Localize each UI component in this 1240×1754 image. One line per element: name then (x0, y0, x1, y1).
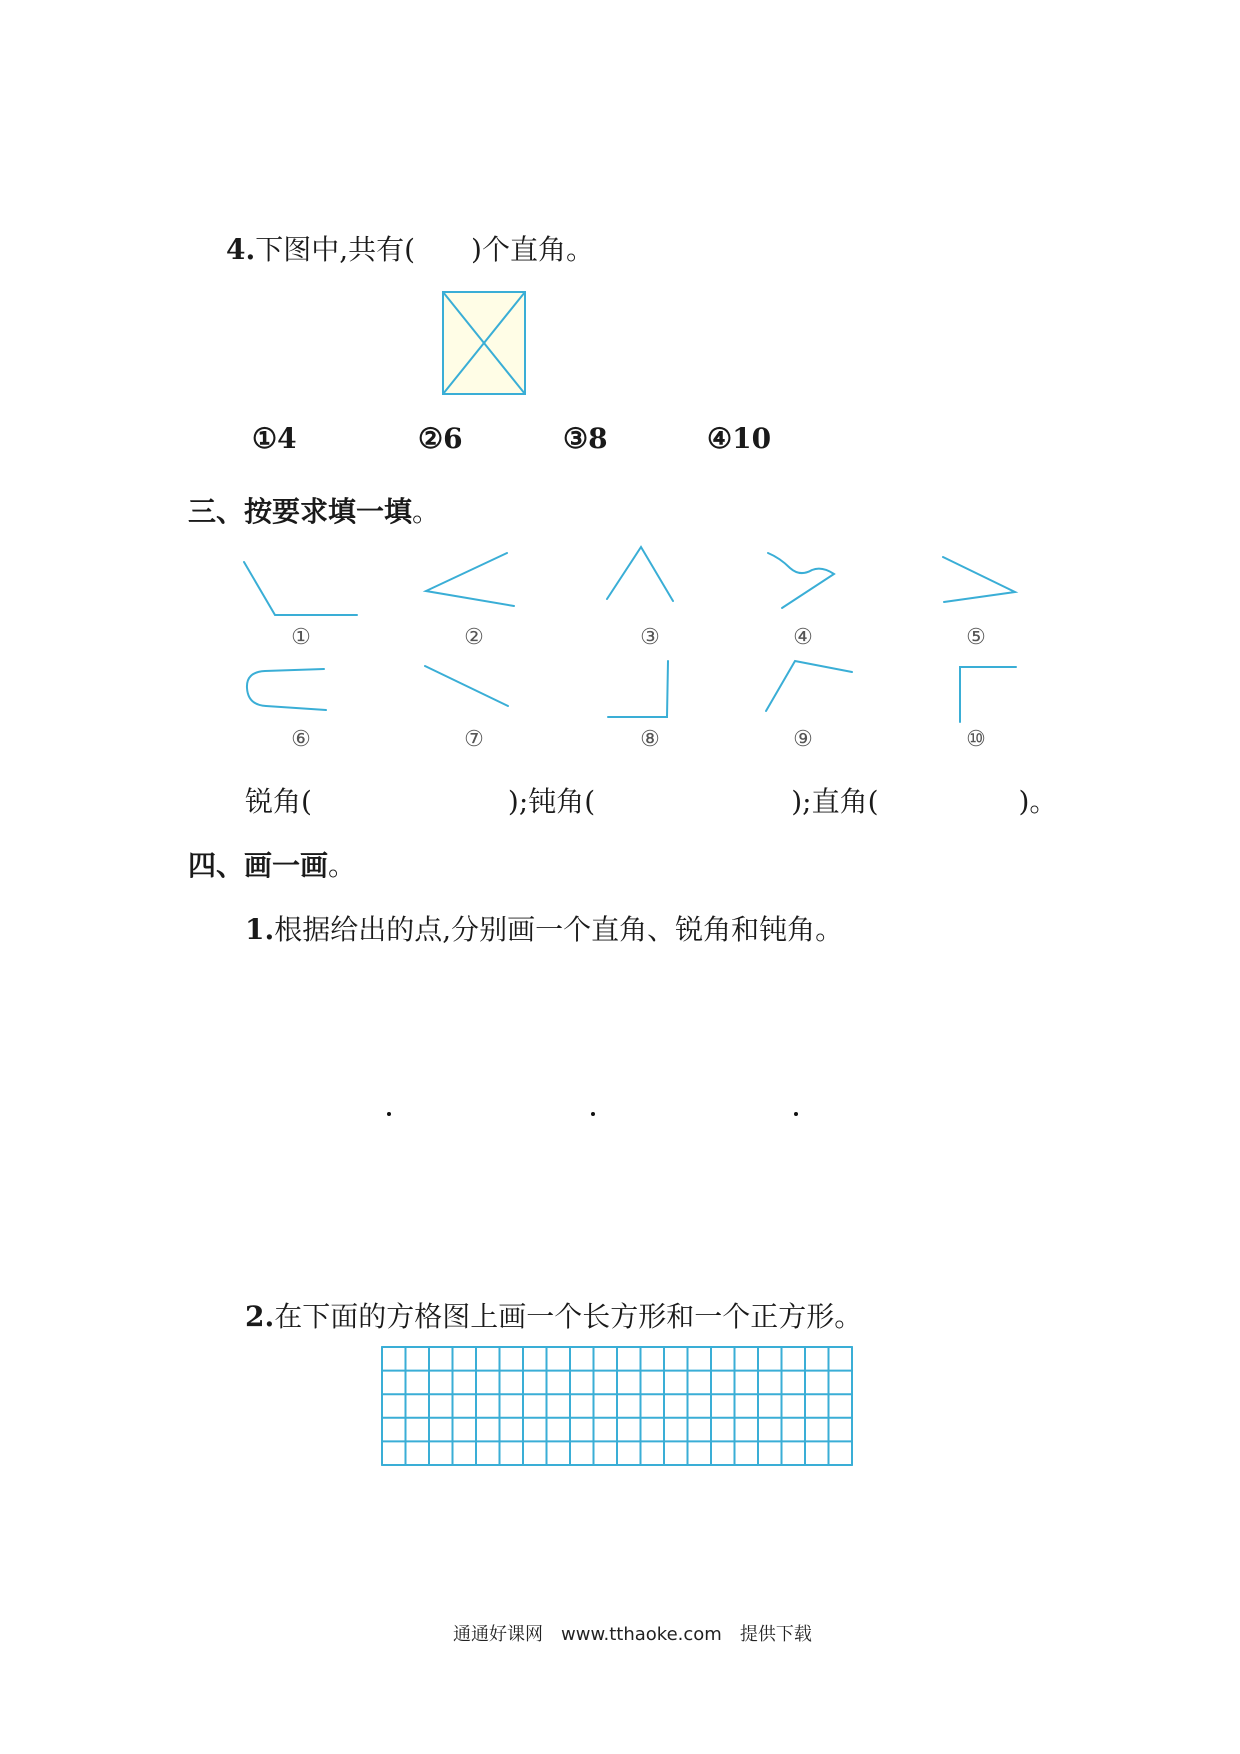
angle-figures (0, 0, 1240, 760)
section-3-answer-line: 锐角( );钝角( );直角( )。 (245, 785, 1058, 818)
section-4-q1-number: 1. (245, 913, 275, 946)
section-4-period: 。 (328, 849, 357, 882)
section-4-q1-text: 根据给出的点,分别画一个直角、锐角和钝角。 (274, 913, 844, 946)
angle-figure-7 (425, 666, 508, 706)
angle-caption-2: ② (464, 625, 484, 650)
angle-caption-7: ⑦ (464, 727, 484, 752)
angle-figure-8 (608, 661, 668, 717)
angle-caption-4: ④ (793, 625, 813, 650)
section-4-q2 (245, 1295, 862, 1335)
angle-figure-6 (247, 669, 326, 710)
angle-caption-8: ⑧ (640, 727, 660, 752)
angle-figure-2 (426, 553, 514, 606)
given-point-3 (794, 1112, 798, 1116)
angle-caption-3: ③ (640, 625, 660, 650)
q4-option-3: ③8 (563, 422, 608, 455)
angle-figure-5 (943, 557, 1015, 602)
footer-credit: 通通好课网 www.tthaoke.com 提供下载 (453, 1624, 812, 1645)
q4-text: 下图中,共有( )个直角。 (255, 233, 594, 266)
angle-caption-5: ⑤ (966, 625, 986, 650)
section-3-title-text: 三、按要求填一填 (188, 495, 413, 528)
angle-caption-1: ① (291, 625, 311, 650)
angle-figure-1 (244, 562, 357, 615)
section-4-title (188, 844, 356, 884)
angle-caption-6: ⑥ (291, 727, 311, 752)
square-grid (380, 1345, 854, 1469)
angle-caption-10: ⑩ (966, 727, 986, 752)
section-4-q2-text: 在下面的方格图上画一个长方形和一个正方形。 (274, 1300, 863, 1333)
angle-figure-3 (607, 547, 673, 601)
angle-figure-10 (960, 667, 1016, 722)
section-3-period: 。 (412, 495, 441, 528)
given-point-1 (387, 1112, 391, 1116)
section-4-q2-number: 2. (245, 1300, 275, 1333)
section-4-title-text: 四、画一画 (188, 849, 329, 882)
q4-option-4: ④10 (707, 422, 772, 455)
angle-figure-9 (766, 661, 852, 711)
angle-figure-4 (768, 553, 834, 608)
angle-caption-9: ⑨ (793, 727, 813, 752)
given-point-2 (591, 1112, 595, 1116)
q4-number: 4. (226, 233, 256, 266)
q4-option-1: ①4 (252, 422, 297, 455)
q4-option-2: ②6 (418, 422, 463, 455)
section-4-q1 (245, 908, 843, 948)
